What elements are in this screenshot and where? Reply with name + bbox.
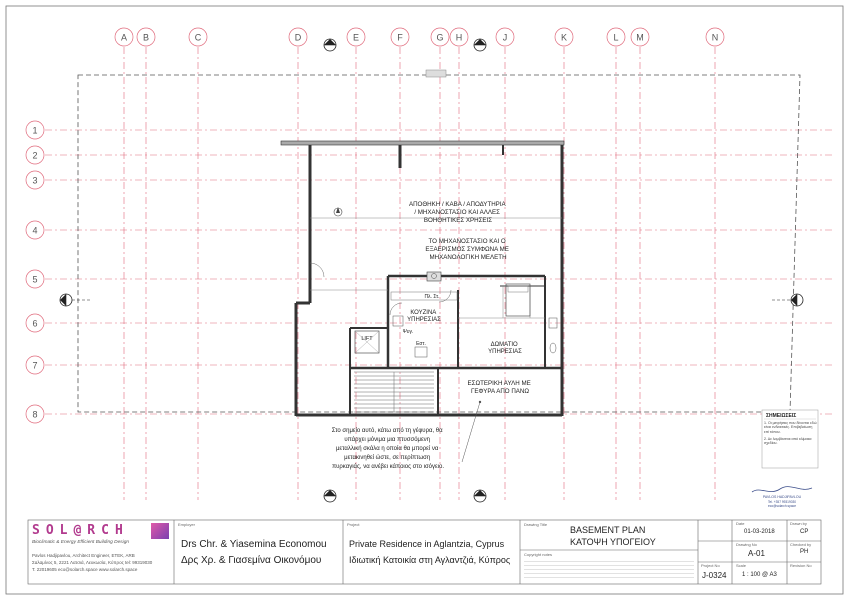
grid-label-col-K: K <box>560 32 568 43</box>
section-marker-icon <box>324 490 336 502</box>
grid-label-col-N: N <box>711 32 719 43</box>
company-line-3: T. 22019605 eco@solarch.space www.solarch.space <box>32 567 138 572</box>
employer-name-gr: Δρς Χρ. & Γιασεμίνα Οικονόμου <box>181 555 322 566</box>
grid-label-row-4: 4 <box>32 225 38 236</box>
north-wall-slab <box>281 141 564 145</box>
revision-label: Revision No <box>790 563 812 568</box>
note-item-1: 1. Οι μετρήσεις που δίνονται εδώ είναι ενδεικτικές. Επιβεβαίωση επί τόπου. <box>764 421 817 434</box>
room-label-courtyard: ΕΣΩΤΕΡΙΚΗ ΑΥΛΗ ΜΕ ΓΕΦΥΡΑ ΑΠΟ ΠΑΝΩ <box>467 380 531 395</box>
drawing-title-label: Drawing Title <box>524 522 548 527</box>
copyright-text-block <box>524 558 694 580</box>
svg-text:Tel. +357 99319030: Tel. +357 99319030 <box>767 500 797 504</box>
grid-label-row-1: 1 <box>32 125 38 136</box>
section-marker-icon <box>791 294 803 306</box>
lift-label: LIFT <box>361 336 373 342</box>
note-leader-line <box>462 402 480 462</box>
notes-items <box>764 421 817 467</box>
date-label: Date <box>736 521 745 526</box>
grid-label-col-M: M <box>636 32 644 43</box>
drawn-by-label: Drawn by <box>790 521 807 526</box>
drawing-no-value: A-01 <box>748 549 765 558</box>
fridge-fixture <box>393 316 403 326</box>
logo-tagline: Bioclimatic & Energy Efficient Building Design <box>32 540 130 545</box>
employer-label: Employer <box>178 522 195 527</box>
cooker-label: Εστ. <box>416 341 426 347</box>
grid-label-col-B: B <box>142 32 150 43</box>
section-marker-icon <box>474 490 486 502</box>
grid-label-col-J: J <box>502 32 508 43</box>
signature-stamp <box>752 487 812 508</box>
grid-label-row-5: 5 <box>32 274 38 285</box>
project-no-label: Project No <box>701 563 720 568</box>
fridge-label: Ψυγ. <box>402 329 414 335</box>
note-item-2: 2. Δε λαμβάνεται από κλίμακα σχεδίου. <box>764 436 812 446</box>
grid-label-row-7: 7 <box>32 360 38 371</box>
section-marker-icon <box>474 39 486 51</box>
grid-label-col-A: A <box>120 32 128 43</box>
project-label: Project <box>347 522 360 527</box>
bed-pillow <box>508 286 528 292</box>
toilet-fixture <box>550 343 556 353</box>
company-logo <box>32 523 170 545</box>
project-name-gr: Ιδιωτική Κατοικία στη Αγλαντζιά, Κύπρος <box>349 555 511 565</box>
scale-label: Scale <box>736 563 747 568</box>
drawing-title-en: BASEMENT PLAN <box>570 525 646 535</box>
grid-label-col-D: D <box>294 32 302 43</box>
grid-label-col-H: H <box>455 32 463 43</box>
grid-label-col-G: G <box>436 32 444 43</box>
employer-name-en: Drs Chr. & Yiasemina Economou <box>181 539 327 550</box>
room-label-maid-room: ΔΩΜΑΤΙΟ ΥΠΗΡΕΣΙΑΣ <box>488 342 522 355</box>
svg-text:PAVLOS HADJIPAVLOU: PAVLOS HADJIPAVLOU <box>762 495 802 499</box>
logo-graphic <box>151 523 169 539</box>
company-line-1: Pavlos Hadjipavlou, Architect Engineer, ETEK, ARB <box>32 553 135 558</box>
drawing-title-gr: ΚΑΤΟΨΗ ΥΠΟΓΕΙΟΥ <box>570 537 656 547</box>
logo-letters: SOL@RCH <box>32 523 129 538</box>
drawing-no-label: Drawing No <box>736 542 757 547</box>
date-value: 01-03-2018 <box>744 529 775 535</box>
company-line-2: Σαλαμίνος 5, 2221 Λατσιά, Λευκωσία, Κύπρος tel: 99319030 <box>32 560 153 565</box>
notes-title: ΣΗΜΕΙΩΣΕΙΣ <box>766 413 797 419</box>
bed-fixture <box>506 284 530 316</box>
pl-st-label: Πλ. Στ. <box>424 294 440 300</box>
company-details <box>32 552 172 573</box>
fire-escape-note: Στο σημείο αυτό, κάτω από τη γέφυρα, θα υπάρχει μόνιμα μια πτυσσόμενη μεταλλική σκάλα η οποία θα μπορεί να μετακινηθεί ώστε, σε περίπτωση πυρκαγιάς, να ανέβει κάποιος στο ισόγειο. <box>331 428 445 470</box>
grid-label-col-C: C <box>194 32 202 43</box>
building-walls <box>281 141 564 416</box>
scale-value: 1 : 100 @ A3 <box>742 572 777 578</box>
project-name-en: Private Residence in Aglantzia, Cyprus <box>349 539 505 549</box>
room-label-kitchen: ΚΟΥΖΙΝΑ ΥΠΗΡΕΣΙΑΣ <box>407 310 441 323</box>
boundary-marker <box>426 70 446 77</box>
project-no-value: J-0324 <box>702 571 727 580</box>
grid-label-row-6: 6 <box>32 318 38 329</box>
partition-lines <box>310 218 562 318</box>
drawn-by-value: CP <box>800 529 809 535</box>
grid-label-col-F: F <box>397 32 403 43</box>
north-arrow-icon <box>334 207 342 216</box>
grid-label-col-E: E <box>352 32 360 43</box>
svg-text:eco@solarch.space: eco@solarch.space <box>767 504 797 508</box>
grid-label-row-8: 8 <box>32 409 38 420</box>
room-label-storage: ΑΠΟΘΗΚΗ / ΚΑΒΑ / ΑΠΟΔΥΤΗΡΙΑ / ΜΗΧΑΝΟΣΤΑΣΙΟ ΚΑΙ ΑΛΛΕΣ ΒΟΗΘΗΤΙΚΕΣ ΧΡΗΣΕΙΣ <box>408 201 506 224</box>
copyright-label: Copyright notes <box>524 552 553 557</box>
grid-label-row-2: 2 <box>32 150 38 161</box>
note-leader-dot <box>479 401 481 403</box>
checked-by-label: Checked by <box>790 542 812 547</box>
section-marker-icon <box>324 39 336 51</box>
door-swings <box>310 263 451 315</box>
grid-label-col-L: L <box>613 32 619 43</box>
cooker-fixture <box>415 347 427 357</box>
section-marker-icon <box>60 294 72 306</box>
checked-by-value: PH <box>800 549 809 555</box>
mechanical-room-note: ΤΟ ΜΗΧΑΝΟΣΤΑΣΙΟ ΚΑΙ Ο ΕΞΑΕΡΙΣΜΟΣ ΣΥΜΦΩΝΑ ΜΕ ΜΗΧΑΝΟΛΟΓΙΚΗ ΜΕΛΕΤΗ <box>425 238 509 261</box>
grid-label-row-3: 3 <box>32 175 38 186</box>
